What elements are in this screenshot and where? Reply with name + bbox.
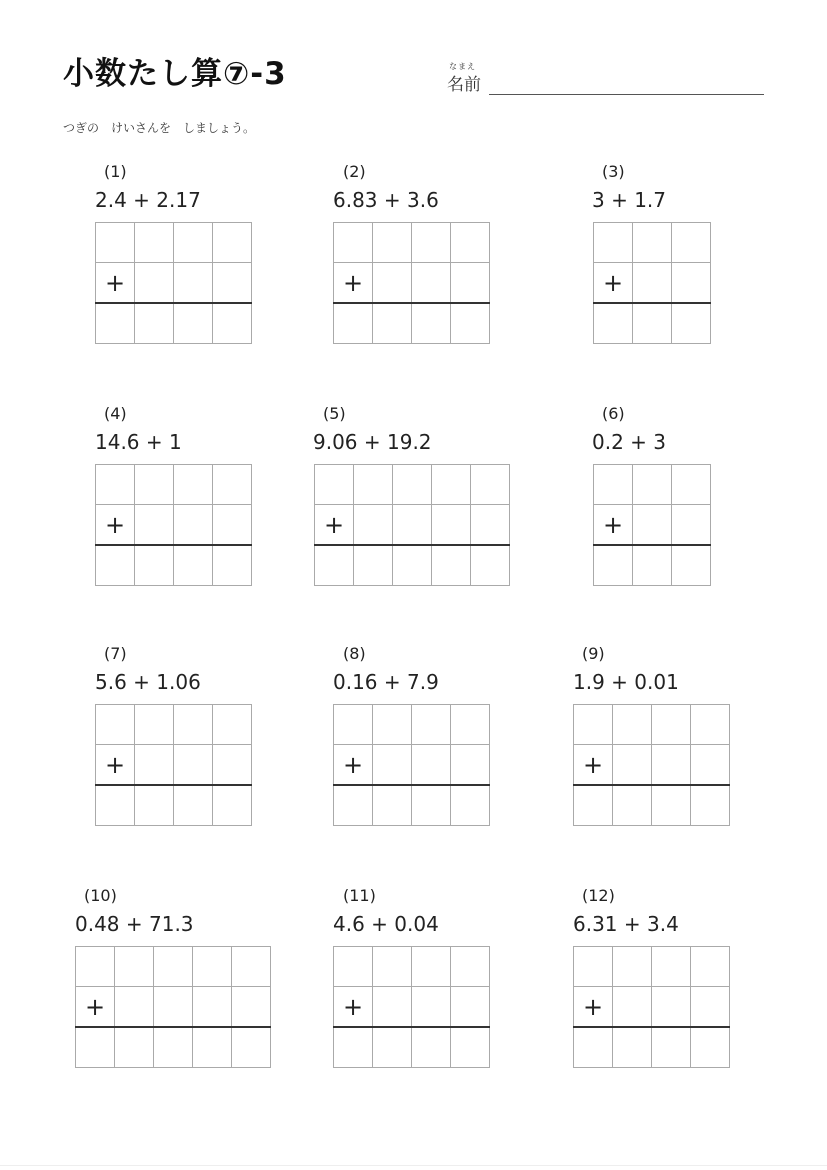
answer-cell[interactable]	[613, 705, 652, 745]
answer-cell[interactable]	[334, 1027, 373, 1068]
answer-cell[interactable]	[334, 303, 373, 344]
answer-cell[interactable]	[334, 223, 373, 263]
answer-cell[interactable]	[315, 545, 354, 586]
answer-cell[interactable]	[432, 545, 471, 586]
problem-number: (8)	[343, 644, 366, 663]
plus-sign-cell[interactable]: +	[96, 263, 135, 304]
answer-cell[interactable]	[213, 505, 252, 546]
answer-cell[interactable]	[574, 947, 613, 987]
answer-cell[interactable]	[672, 545, 711, 586]
answer-cell[interactable]	[451, 1027, 490, 1068]
answer-cell[interactable]	[135, 745, 174, 786]
answer-cell[interactable]	[135, 505, 174, 546]
answer-cell[interactable]	[232, 1027, 271, 1068]
answer-cell[interactable]	[672, 465, 711, 505]
answer-cell[interactable]	[471, 505, 510, 546]
answer-cell[interactable]	[354, 505, 393, 546]
answer-cell[interactable]	[652, 947, 691, 987]
plus-sign-cell[interactable]: +	[334, 987, 373, 1028]
answer-cell[interactable]	[613, 947, 652, 987]
answer-cell[interactable]	[213, 785, 252, 826]
problem-expression: 14.6 + 1	[95, 430, 182, 454]
answer-cell[interactable]	[373, 223, 412, 263]
answer-cell[interactable]	[135, 705, 174, 745]
problem-number: (7)	[104, 644, 127, 663]
plus-sign-cell[interactable]: +	[76, 987, 115, 1028]
answer-cell[interactable]	[412, 987, 451, 1028]
worksheet-title: 小数たし算⑦-3	[63, 56, 287, 92]
answer-cell[interactable]	[451, 223, 490, 263]
problem-expression: 6.31 + 3.4	[573, 912, 679, 936]
answer-grid	[593, 464, 711, 586]
answer-cell[interactable]	[373, 705, 412, 745]
answer-cell[interactable]	[96, 705, 135, 745]
plus-sign-cell[interactable]: +	[96, 505, 135, 546]
problem-expression: 9.06 + 19.2	[313, 430, 432, 454]
problem-number: (9)	[582, 644, 605, 663]
answer-cell[interactable]	[672, 263, 711, 304]
problem-expression: 2.4 + 2.17	[95, 188, 201, 212]
answer-cell[interactable]	[174, 745, 213, 786]
page-bottom-edge	[0, 1165, 827, 1166]
name-label: 名前	[447, 75, 481, 95]
answer-cell[interactable]	[373, 745, 412, 786]
answer-cell[interactable]	[652, 745, 691, 786]
answer-cell[interactable]	[432, 505, 471, 546]
answer-cell[interactable]	[574, 705, 613, 745]
answer-cell[interactable]	[135, 303, 174, 344]
problem-number: (1)	[104, 162, 127, 181]
answer-grid	[95, 704, 252, 826]
answer-cell[interactable]	[574, 1027, 613, 1068]
answer-cell[interactable]	[594, 223, 633, 263]
answer-cell[interactable]	[174, 465, 213, 505]
answer-cell[interactable]	[594, 545, 633, 586]
answer-cell[interactable]	[213, 303, 252, 344]
answer-cell[interactable]	[691, 705, 730, 745]
answer-cell[interactable]	[412, 947, 451, 987]
answer-cell[interactable]	[115, 987, 154, 1028]
answer-cell[interactable]	[633, 545, 672, 586]
plus-sign-cell[interactable]: +	[315, 505, 354, 546]
answer-cell[interactable]	[691, 987, 730, 1028]
problem-number: (10)	[84, 886, 117, 905]
answer-grid	[333, 222, 490, 344]
answer-grid	[573, 946, 730, 1068]
problem-number: (4)	[104, 404, 127, 423]
problem-number: (5)	[323, 404, 346, 423]
answer-cell[interactable]	[135, 223, 174, 263]
problem-number: (3)	[602, 162, 625, 181]
answer-cell[interactable]	[373, 785, 412, 826]
answer-cell[interactable]	[115, 947, 154, 987]
answer-cell[interactable]	[652, 1027, 691, 1068]
answer-grid	[333, 946, 490, 1068]
answer-cell[interactable]	[213, 465, 252, 505]
answer-cell[interactable]	[315, 465, 354, 505]
answer-cell[interactable]	[633, 223, 672, 263]
answer-cell[interactable]	[613, 1027, 652, 1068]
answer-cell[interactable]	[613, 987, 652, 1028]
answer-cell[interactable]	[574, 785, 613, 826]
name-write-line	[489, 94, 764, 95]
answer-cell[interactable]	[691, 785, 730, 826]
answer-cell[interactable]	[154, 1027, 193, 1068]
answer-grid	[573, 704, 730, 826]
answer-cell[interactable]	[451, 947, 490, 987]
answer-cell[interactable]	[135, 465, 174, 505]
problem-expression: 5.6 + 1.06	[95, 670, 201, 694]
plus-sign-cell[interactable]: +	[574, 987, 613, 1028]
answer-cell[interactable]	[232, 987, 271, 1028]
answer-cell[interactable]	[174, 785, 213, 826]
answer-cell[interactable]	[691, 1027, 730, 1068]
answer-cell[interactable]	[633, 303, 672, 344]
problem-expression: 3 + 1.7	[592, 188, 667, 212]
answer-cell[interactable]	[76, 947, 115, 987]
answer-grid	[75, 946, 271, 1068]
answer-cell[interactable]	[232, 947, 271, 987]
answer-cell[interactable]	[135, 785, 174, 826]
answer-cell[interactable]	[432, 465, 471, 505]
plus-sign-cell[interactable]: +	[594, 263, 633, 304]
plus-sign-cell[interactable]: +	[594, 505, 633, 546]
answer-cell[interactable]	[613, 785, 652, 826]
name-furigana: なまえ	[449, 62, 476, 71]
answer-cell[interactable]	[96, 785, 135, 826]
answer-cell[interactable]	[652, 987, 691, 1028]
answer-cell[interactable]	[193, 947, 232, 987]
instruction-text: つぎの けいさんを しましょう。	[63, 121, 256, 135]
answer-cell[interactable]	[412, 785, 451, 826]
problem-number: (6)	[602, 404, 625, 423]
problem-number: (2)	[343, 162, 366, 181]
answer-cell[interactable]	[594, 465, 633, 505]
problem-expression: 1.9 + 0.01	[573, 670, 679, 694]
answer-cell[interactable]	[334, 947, 373, 987]
answer-cell[interactable]	[412, 1027, 451, 1068]
answer-cell[interactable]	[174, 303, 213, 344]
answer-cell[interactable]	[652, 705, 691, 745]
answer-grid	[333, 704, 490, 826]
answer-cell[interactable]	[334, 785, 373, 826]
problem-expression: 4.6 + 0.04	[333, 912, 439, 936]
plus-sign-cell[interactable]: +	[96, 745, 135, 786]
answer-cell[interactable]	[354, 545, 393, 586]
answer-cell[interactable]	[393, 505, 432, 546]
answer-grid	[593, 222, 711, 344]
answer-cell[interactable]	[213, 263, 252, 304]
answer-cell[interactable]	[174, 505, 213, 546]
answer-cell[interactable]	[96, 465, 135, 505]
answer-grid	[95, 222, 252, 344]
answer-cell[interactable]	[96, 303, 135, 344]
answer-cell[interactable]	[174, 705, 213, 745]
plus-sign-cell[interactable]: +	[574, 745, 613, 786]
answer-cell[interactable]	[633, 505, 672, 546]
answer-cell[interactable]	[672, 223, 711, 263]
answer-cell[interactable]	[96, 223, 135, 263]
answer-cell[interactable]	[412, 263, 451, 304]
problem-number: (12)	[582, 886, 615, 905]
answer-cell[interactable]	[174, 263, 213, 304]
answer-cell[interactable]	[451, 705, 490, 745]
answer-cell[interactable]	[451, 987, 490, 1028]
answer-cell[interactable]	[213, 705, 252, 745]
answer-cell[interactable]	[193, 1027, 232, 1068]
problem-number: (11)	[343, 886, 376, 905]
answer-cell[interactable]	[451, 303, 490, 344]
answer-cell[interactable]	[594, 303, 633, 344]
answer-grid	[95, 464, 252, 586]
plus-sign-cell[interactable]: +	[334, 263, 373, 304]
answer-cell[interactable]	[691, 947, 730, 987]
answer-cell[interactable]	[174, 545, 213, 586]
answer-cell[interactable]	[373, 947, 412, 987]
answer-cell[interactable]	[213, 545, 252, 586]
plus-sign-cell[interactable]: +	[334, 745, 373, 786]
answer-cell[interactable]	[633, 263, 672, 304]
answer-cell[interactable]	[672, 303, 711, 344]
answer-cell[interactable]	[193, 987, 232, 1028]
answer-cell[interactable]	[412, 745, 451, 786]
answer-cell[interactable]	[135, 545, 174, 586]
answer-cell[interactable]	[471, 545, 510, 586]
answer-cell[interactable]	[354, 465, 393, 505]
answer-cell[interactable]	[691, 745, 730, 786]
answer-cell[interactable]	[412, 705, 451, 745]
answer-cell[interactable]	[451, 745, 490, 786]
problem-expression: 0.16 + 7.9	[333, 670, 439, 694]
answer-cell[interactable]	[154, 987, 193, 1028]
answer-cell[interactable]	[471, 465, 510, 505]
answer-cell[interactable]	[412, 223, 451, 263]
answer-cell[interactable]	[451, 785, 490, 826]
problem-expression: 0.2 + 3	[592, 430, 667, 454]
answer-cell[interactable]	[393, 465, 432, 505]
answer-cell[interactable]	[115, 1027, 154, 1068]
answer-cell[interactable]	[652, 785, 691, 826]
answer-cell[interactable]	[373, 987, 412, 1028]
answer-cell[interactable]	[174, 223, 213, 263]
problem-expression: 0.48 + 71.3	[75, 912, 194, 936]
answer-cell[interactable]	[154, 947, 193, 987]
answer-cell[interactable]	[412, 303, 451, 344]
answer-cell[interactable]	[213, 745, 252, 786]
answer-grid	[314, 464, 510, 586]
answer-cell[interactable]	[76, 1027, 115, 1068]
problem-expression: 6.83 + 3.6	[333, 188, 439, 212]
answer-cell[interactable]	[672, 505, 711, 546]
answer-cell[interactable]	[393, 545, 432, 586]
answer-cell[interactable]	[373, 263, 412, 304]
answer-cell[interactable]	[135, 263, 174, 304]
answer-cell[interactable]	[633, 465, 672, 505]
answer-cell[interactable]	[613, 745, 652, 786]
answer-cell[interactable]	[451, 263, 490, 304]
answer-cell[interactable]	[373, 1027, 412, 1068]
answer-cell[interactable]	[96, 545, 135, 586]
answer-cell[interactable]	[213, 223, 252, 263]
answer-cell[interactable]	[373, 303, 412, 344]
answer-cell[interactable]	[334, 705, 373, 745]
